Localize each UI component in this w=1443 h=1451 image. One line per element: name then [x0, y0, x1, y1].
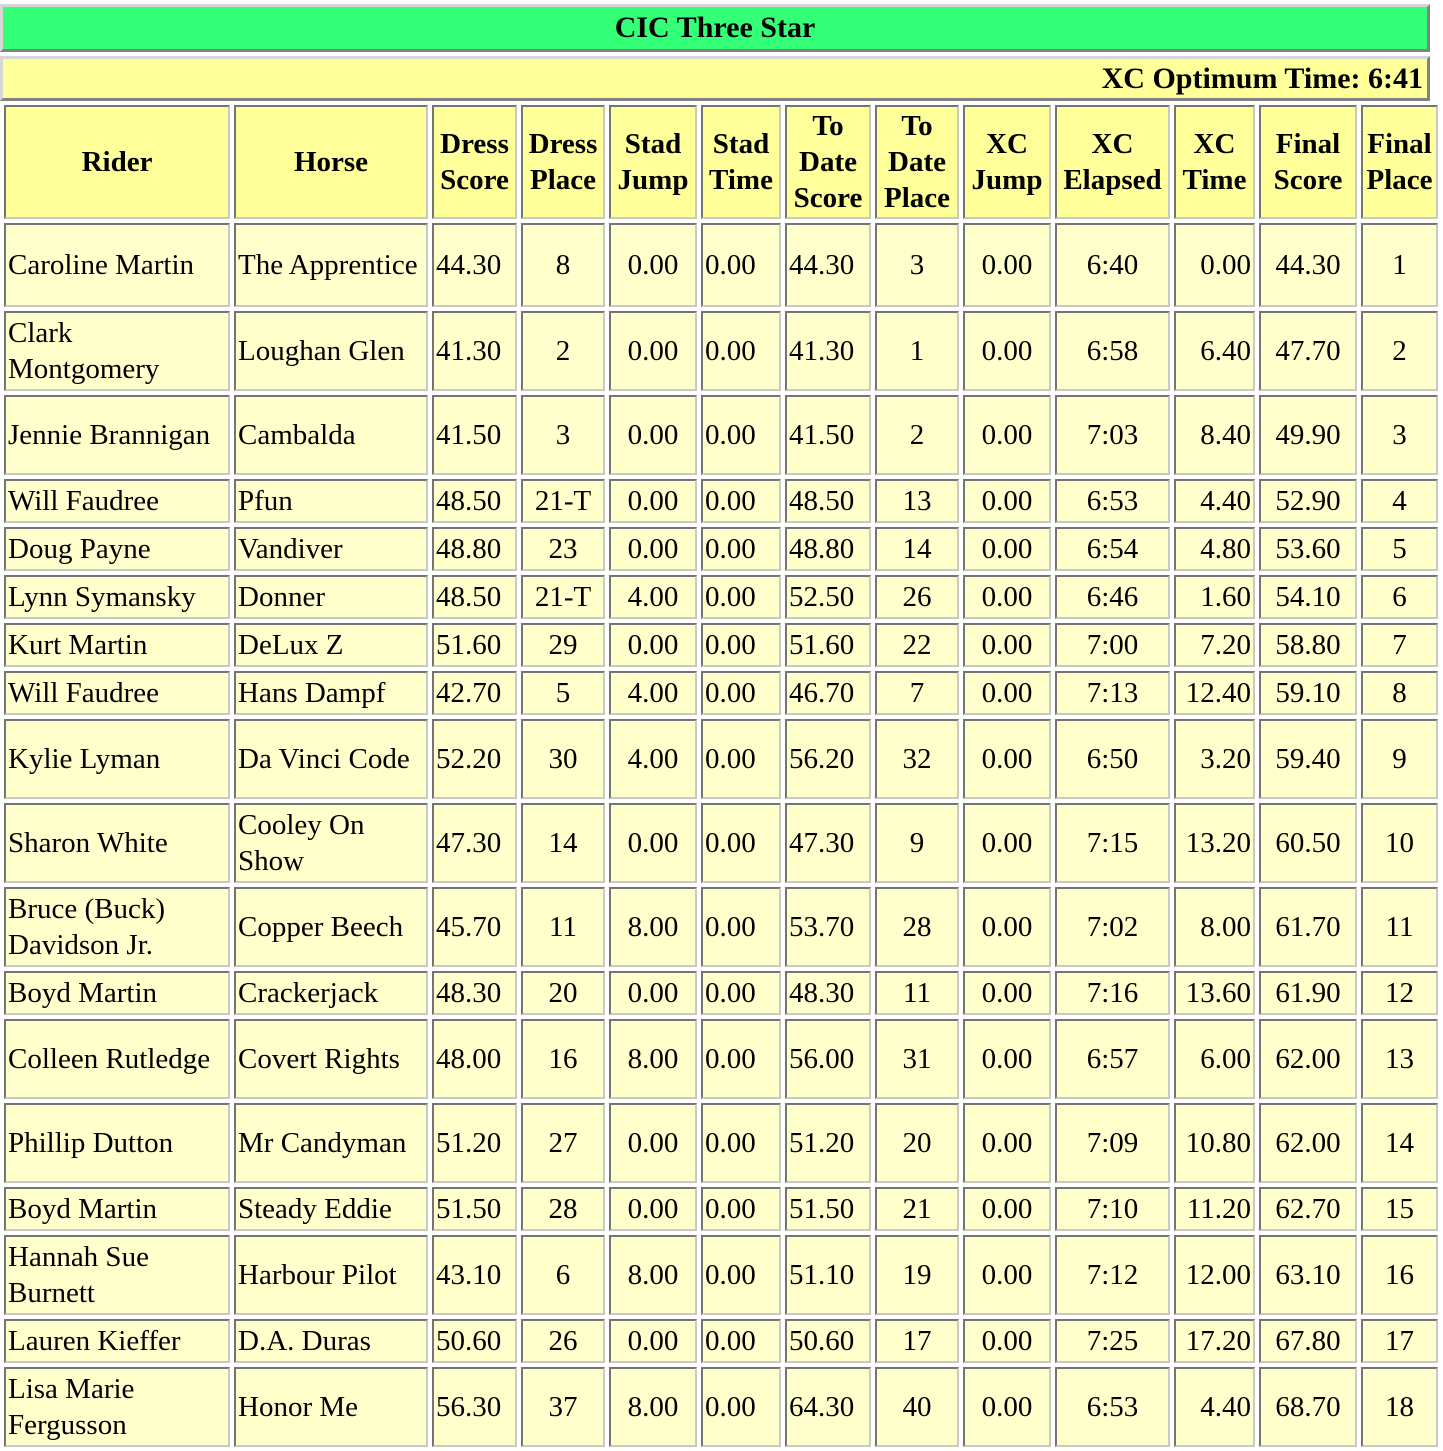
cell-rider: Kurt Martin	[4, 623, 230, 667]
cell-xc-elapsed: 7:12	[1055, 1235, 1170, 1315]
cell-to-date-place: 19	[875, 1235, 959, 1315]
column-header-text: Jump	[617, 164, 689, 196]
cell-xc-elapsed: 7:03	[1055, 395, 1170, 475]
cell-to-date-score: 47.30	[785, 803, 871, 883]
column-header-text: Place	[883, 182, 950, 214]
cell-xc-jump: 0.00	[963, 527, 1051, 571]
cell-final-score: 58.80	[1259, 623, 1357, 667]
cell-final-place: 14	[1361, 1103, 1438, 1183]
cell-xc-jump: 0.00	[963, 719, 1051, 799]
cell-xc-elapsed: 6:53	[1055, 1367, 1170, 1447]
cell-horse: Harbour Pilot	[234, 1235, 428, 1315]
cell-dress-place: 20	[521, 971, 605, 1015]
cell-final-score: 63.10	[1259, 1235, 1357, 1315]
table-row	[4, 623, 1438, 667]
cell-horse: Da Vinci Code	[234, 719, 428, 799]
cell-xc-jump: 0.00	[963, 971, 1051, 1015]
cell-xc-jump: 0.00	[963, 887, 1051, 967]
table-row	[4, 887, 1438, 967]
column-header-text: Stad	[712, 128, 770, 160]
cell-dress-place: 23	[521, 527, 605, 571]
optimum-time: XC Optimum Time: 6:41	[0, 56, 1430, 101]
cell-xc-jump: 0.00	[963, 311, 1051, 391]
cell-dress-place: 37	[521, 1367, 605, 1447]
cell-to-date-score: 50.60	[785, 1319, 871, 1363]
cell-xc-jump: 0.00	[963, 671, 1051, 715]
cell-stad-jump: 0.00	[609, 479, 697, 523]
cell-dress-place: 6	[521, 1235, 605, 1315]
cell-xc-jump: 0.00	[963, 223, 1051, 307]
column-header-text: To	[812, 110, 844, 142]
cell-final-place: 2	[1361, 311, 1438, 391]
cell-xc-time: 4.40	[1174, 1367, 1255, 1447]
cell-final-score: 61.70	[1259, 887, 1357, 967]
cell-to-date-place: 2	[875, 395, 959, 475]
column-header-horse	[234, 105, 428, 219]
cell-to-date-place: 13	[875, 479, 959, 523]
cell-final-place: 8	[1361, 671, 1438, 715]
cell-horse: Honor Me	[234, 1367, 428, 1447]
cell-dress-score: 42.70	[432, 671, 517, 715]
column-header-text: To	[901, 110, 933, 142]
cell-stad-jump: 4.00	[609, 671, 697, 715]
cell-xc-time: 8.40	[1174, 395, 1255, 475]
table-row	[4, 671, 1438, 715]
cell-stad-time: 0.00	[701, 971, 781, 1015]
cell-xc-time: 0.00	[1174, 223, 1255, 307]
cell-xc-time: 13.60	[1174, 971, 1255, 1015]
cell-final-score: 53.60	[1259, 527, 1357, 571]
cell-stad-jump: 0.00	[609, 223, 697, 307]
cell-final-score: 60.50	[1259, 803, 1357, 883]
cell-to-date-score: 48.80	[785, 527, 871, 571]
cell-dress-score: 47.30	[432, 803, 517, 883]
cell-xc-jump: 0.00	[963, 1187, 1051, 1231]
table-row	[4, 223, 1438, 307]
column-header-text: Stad	[624, 128, 682, 160]
cell-to-date-score: 48.50	[785, 479, 871, 523]
cell-to-date-score: 56.20	[785, 719, 871, 799]
column-header-text: Final	[1367, 128, 1432, 160]
table-row	[4, 719, 1438, 799]
cell-to-date-score: 51.60	[785, 623, 871, 667]
header-row	[4, 105, 1438, 219]
cell-xc-time: 6.40	[1174, 311, 1255, 391]
cell-xc-jump: 0.00	[963, 1319, 1051, 1363]
column-header-text: Jump	[971, 164, 1043, 196]
cell-to-date-score: 41.50	[785, 395, 871, 475]
cell-to-date-score: 51.50	[785, 1187, 871, 1231]
cell-xc-jump: 0.00	[963, 1367, 1051, 1447]
cell-stad-jump: 0.00	[609, 395, 697, 475]
cell-horse: Crackerjack	[234, 971, 428, 1015]
cell-xc-jump: 0.00	[963, 575, 1051, 619]
column-header-text: Final	[1275, 128, 1341, 160]
table-row	[4, 575, 1438, 619]
cell-dress-score: 48.50	[432, 575, 517, 619]
cell-dress-place: 30	[521, 719, 605, 799]
cell-final-place: 10	[1361, 803, 1438, 883]
cell-stad-time: 0.00	[701, 887, 781, 967]
cell-xc-jump: 0.00	[963, 803, 1051, 883]
cell-final-score: 62.00	[1259, 1019, 1357, 1099]
cell-rider: Will Faudree	[4, 671, 230, 715]
cell-dress-place: 11	[521, 887, 605, 967]
column-header-text: XC	[1193, 128, 1236, 160]
cell-to-date-place: 1	[875, 311, 959, 391]
cell-dress-score: 48.30	[432, 971, 517, 1015]
cell-horse: DeLux Z	[234, 623, 428, 667]
column-header-dress-score	[432, 105, 517, 219]
column-header-stad-jump	[609, 105, 697, 219]
cell-xc-time: 11.20	[1174, 1187, 1255, 1231]
cell-xc-jump: 0.00	[963, 479, 1051, 523]
cell-xc-jump: 0.00	[963, 1019, 1051, 1099]
cell-dress-place: 8	[521, 223, 605, 307]
cell-xc-time: 12.00	[1174, 1235, 1255, 1315]
table-row	[4, 527, 1438, 571]
cell-horse: D.A. Duras	[234, 1319, 428, 1363]
cell-horse: Vandiver	[234, 527, 428, 571]
table-row	[4, 311, 1438, 391]
table-row	[4, 1103, 1438, 1183]
cell-final-score: 62.00	[1259, 1103, 1357, 1183]
cell-final-place: 11	[1361, 887, 1438, 967]
table-row	[4, 971, 1438, 1015]
cell-xc-elapsed: 7:02	[1055, 887, 1170, 967]
cell-dress-score: 50.60	[432, 1319, 517, 1363]
cell-xc-elapsed: 6:54	[1055, 527, 1170, 571]
cell-dress-score: 48.80	[432, 527, 517, 571]
table-row	[4, 395, 1438, 475]
cell-xc-elapsed: 6:46	[1055, 575, 1170, 619]
cell-stad-jump: 8.00	[609, 1367, 697, 1447]
cell-horse: Loughan Glen	[234, 311, 428, 391]
cell-final-place: 13	[1361, 1019, 1438, 1099]
cell-final-place: 12	[1361, 971, 1438, 1015]
cell-horse: Pfun	[234, 479, 428, 523]
cell-stad-jump: 0.00	[609, 971, 697, 1015]
cell-final-score: 59.10	[1259, 671, 1357, 715]
cell-horse: Copper Beech	[234, 887, 428, 967]
cell-dress-place: 3	[521, 395, 605, 475]
column-header-text: Score	[793, 182, 863, 214]
cell-to-date-score: 44.30	[785, 223, 871, 307]
cell-rider: Hannah Sue Burnett	[4, 1235, 230, 1315]
cell-stad-jump: 8.00	[609, 887, 697, 967]
cell-dress-place: 27	[521, 1103, 605, 1183]
cell-stad-time: 0.00	[701, 311, 781, 391]
cell-stad-time: 0.00	[701, 1019, 781, 1099]
cell-stad-jump: 8.00	[609, 1019, 697, 1099]
cell-to-date-place: 17	[875, 1319, 959, 1363]
cell-xc-time: 17.20	[1174, 1319, 1255, 1363]
cell-xc-elapsed: 7:15	[1055, 803, 1170, 883]
column-header-text: Score	[440, 164, 509, 196]
cell-to-date-place: 40	[875, 1367, 959, 1447]
cell-xc-time: 4.40	[1174, 479, 1255, 523]
cell-rider: Sharon White	[4, 803, 230, 883]
cell-xc-elapsed: 6:40	[1055, 223, 1170, 307]
cell-dress-place: 2	[521, 311, 605, 391]
cell-horse: Cambalda	[234, 395, 428, 475]
column-header-xc-elapsed	[1055, 105, 1170, 219]
cell-dress-score: 51.20	[432, 1103, 517, 1183]
cell-xc-time: 13.20	[1174, 803, 1255, 883]
cell-final-score: 49.90	[1259, 395, 1357, 475]
cell-dress-score: 41.50	[432, 395, 517, 475]
cell-horse: Hans Dampf	[234, 671, 428, 715]
table-row	[4, 1187, 1438, 1231]
cell-to-date-place: 3	[875, 223, 959, 307]
cell-dress-place: 21-T	[521, 479, 605, 523]
cell-stad-time: 0.00	[701, 575, 781, 619]
cell-to-date-score: 53.70	[785, 887, 871, 967]
cell-stad-time: 0.00	[701, 671, 781, 715]
column-header-text: Time	[709, 164, 773, 196]
cell-rider: Jennie Brannigan	[4, 395, 230, 475]
cell-xc-time: 4.80	[1174, 527, 1255, 571]
column-header-text: Score	[1273, 164, 1343, 196]
cell-to-date-place: 9	[875, 803, 959, 883]
cell-to-date-score: 64.30	[785, 1367, 871, 1447]
cell-to-date-place: 14	[875, 527, 959, 571]
cell-horse: Donner	[234, 575, 428, 619]
cell-stad-time: 0.00	[701, 479, 781, 523]
cell-xc-time: 12.40	[1174, 671, 1255, 715]
cell-xc-time: 8.00	[1174, 887, 1255, 967]
cell-stad-jump: 0.00	[609, 1103, 697, 1183]
cell-rider: Clark Montgomery	[4, 311, 230, 391]
column-header-text: Horse	[293, 146, 369, 178]
column-header-text: Dress	[528, 128, 598, 160]
cell-to-date-place: 28	[875, 887, 959, 967]
cell-horse: Covert Rights	[234, 1019, 428, 1099]
cell-to-date-score: 51.10	[785, 1235, 871, 1315]
cell-dress-place: 21-T	[521, 575, 605, 619]
cell-to-date-score: 52.50	[785, 575, 871, 619]
table-body	[4, 223, 1438, 1447]
column-header-text: XC	[1091, 128, 1134, 160]
cell-xc-elapsed: 7:09	[1055, 1103, 1170, 1183]
column-header-text: XC	[986, 128, 1028, 160]
column-header-text: Date	[799, 146, 857, 178]
cell-stad-time: 0.00	[701, 803, 781, 883]
cell-final-place: 3	[1361, 395, 1438, 475]
cell-horse: Steady Eddie	[234, 1187, 428, 1231]
cell-dress-score: 41.30	[432, 311, 517, 391]
column-header-text: Place	[1366, 164, 1433, 196]
cell-final-score: 54.10	[1259, 575, 1357, 619]
table-row	[4, 479, 1438, 523]
cell-dress-place: 5	[521, 671, 605, 715]
column-header-text: Place	[529, 164, 596, 196]
column-header-final-place	[1361, 105, 1438, 219]
cell-dress-score: 52.20	[432, 719, 517, 799]
cell-rider: Bruce (Buck) Davidson Jr.	[4, 887, 230, 967]
cell-dress-score: 48.50	[432, 479, 517, 523]
cell-dress-place: 16	[521, 1019, 605, 1099]
cell-stad-jump: 0.00	[609, 1187, 697, 1231]
cell-to-date-score: 46.70	[785, 671, 871, 715]
event-title: CIC Three Star	[0, 4, 1430, 52]
cell-dress-score: 44.30	[432, 223, 517, 307]
cell-horse: Cooley On Show	[234, 803, 428, 883]
cell-final-score: 44.30	[1259, 223, 1357, 307]
cell-final-place: 5	[1361, 527, 1438, 571]
cell-final-score: 52.90	[1259, 479, 1357, 523]
cell-final-score: 62.70	[1259, 1187, 1357, 1231]
table-row	[4, 1019, 1438, 1099]
cell-rider: Colleen Rutledge	[4, 1019, 230, 1099]
column-header-xc-jump	[963, 105, 1051, 219]
cell-stad-time: 0.00	[701, 395, 781, 475]
cell-final-place: 9	[1361, 719, 1438, 799]
cell-to-date-place: 31	[875, 1019, 959, 1099]
cell-to-date-score: 51.20	[785, 1103, 871, 1183]
table-row	[4, 803, 1438, 883]
cell-to-date-place: 32	[875, 719, 959, 799]
cell-stad-time: 0.00	[701, 719, 781, 799]
cell-to-date-place: 20	[875, 1103, 959, 1183]
cell-stad-time: 0.00	[701, 527, 781, 571]
column-header-text: Dress	[440, 128, 509, 160]
cell-to-date-score: 56.00	[785, 1019, 871, 1099]
cell-stad-time: 0.00	[701, 223, 781, 307]
cell-rider: Lauren Kieffer	[4, 1319, 230, 1363]
cell-final-place: 7	[1361, 623, 1438, 667]
cell-stad-time: 0.00	[701, 1235, 781, 1315]
cell-rider: Caroline Martin	[4, 223, 230, 307]
cell-xc-elapsed: 7:16	[1055, 971, 1170, 1015]
cell-stad-time: 0.00	[701, 1103, 781, 1183]
cell-final-place: 18	[1361, 1367, 1438, 1447]
cell-xc-elapsed: 6:58	[1055, 311, 1170, 391]
cell-stad-jump: 4.00	[609, 719, 697, 799]
cell-final-place: 1	[1361, 223, 1438, 307]
cell-xc-time: 6.00	[1174, 1019, 1255, 1099]
cell-final-score: 61.90	[1259, 971, 1357, 1015]
cell-xc-jump: 0.00	[963, 623, 1051, 667]
cell-stad-jump: 8.00	[609, 1235, 697, 1315]
cell-to-date-score: 41.30	[785, 311, 871, 391]
cell-to-date-place: 22	[875, 623, 959, 667]
cell-dress-place: 14	[521, 803, 605, 883]
cell-rider: Doug Payne	[4, 527, 230, 571]
column-header-text: Rider	[81, 146, 153, 178]
cell-xc-elapsed: 6:53	[1055, 479, 1170, 523]
column-header-text: Time	[1182, 164, 1247, 196]
cell-rider: Will Faudree	[4, 479, 230, 523]
cell-final-score: 67.80	[1259, 1319, 1357, 1363]
cell-xc-elapsed: 7:10	[1055, 1187, 1170, 1231]
cell-xc-elapsed: 6:57	[1055, 1019, 1170, 1099]
cell-xc-elapsed: 7:13	[1055, 671, 1170, 715]
cell-to-date-place: 11	[875, 971, 959, 1015]
cell-final-place: 4	[1361, 479, 1438, 523]
cell-stad-jump: 4.00	[609, 575, 697, 619]
column-header-to-date-score	[785, 105, 871, 219]
column-header-text: Date	[888, 146, 946, 178]
cell-final-place: 6	[1361, 575, 1438, 619]
column-header-xc-time	[1174, 105, 1255, 219]
cell-stad-jump: 0.00	[609, 1319, 697, 1363]
cell-xc-time: 10.80	[1174, 1103, 1255, 1183]
table-row	[4, 1319, 1438, 1363]
results-table	[0, 101, 1442, 1451]
cell-to-date-place: 7	[875, 671, 959, 715]
cell-xc-elapsed: 6:50	[1055, 719, 1170, 799]
column-header-to-date-place	[875, 105, 959, 219]
cell-horse: The Apprentice	[234, 223, 428, 307]
cell-dress-score: 51.50	[432, 1187, 517, 1231]
cell-xc-elapsed: 7:00	[1055, 623, 1170, 667]
column-header-final-score	[1259, 105, 1357, 219]
cell-dress-score: 43.10	[432, 1235, 517, 1315]
cell-final-place: 15	[1361, 1187, 1438, 1231]
cell-dress-place: 29	[521, 623, 605, 667]
cell-dress-score: 48.00	[432, 1019, 517, 1099]
cell-final-score: 47.70	[1259, 311, 1357, 391]
cell-rider: Lisa Marie Fergusson	[4, 1367, 230, 1447]
cell-stad-time: 0.00	[701, 1187, 781, 1231]
cell-stad-jump: 0.00	[609, 623, 697, 667]
cell-stad-time: 0.00	[701, 1319, 781, 1363]
cell-dress-score: 51.60	[432, 623, 517, 667]
cell-to-date-place: 21	[875, 1187, 959, 1231]
cell-stad-time: 0.00	[701, 1367, 781, 1447]
cell-dress-score: 45.70	[432, 887, 517, 967]
cell-final-score: 59.40	[1259, 719, 1357, 799]
cell-rider: Kylie Lyman	[4, 719, 230, 799]
table-row	[4, 1367, 1438, 1447]
cell-rider: Phillip Dutton	[4, 1103, 230, 1183]
cell-xc-elapsed: 7:25	[1055, 1319, 1170, 1363]
column-header-stad-time	[701, 105, 781, 219]
cell-xc-time: 7.20	[1174, 623, 1255, 667]
cell-xc-jump: 0.00	[963, 1103, 1051, 1183]
cell-to-date-place: 26	[875, 575, 959, 619]
cell-horse: Mr Candyman	[234, 1103, 428, 1183]
cell-xc-time: 3.20	[1174, 719, 1255, 799]
cell-rider: Boyd Martin	[4, 1187, 230, 1231]
cell-stad-time: 0.00	[701, 623, 781, 667]
cell-final-score: 68.70	[1259, 1367, 1357, 1447]
cell-final-place: 17	[1361, 1319, 1438, 1363]
cell-rider: Lynn Symansky	[4, 575, 230, 619]
cell-stad-jump: 0.00	[609, 311, 697, 391]
cell-rider: Boyd Martin	[4, 971, 230, 1015]
column-header-text: Elapsed	[1063, 164, 1162, 196]
table-row	[4, 1235, 1438, 1315]
cell-stad-jump: 0.00	[609, 803, 697, 883]
cell-xc-time: 1.60	[1174, 575, 1255, 619]
cell-xc-jump: 0.00	[963, 1235, 1051, 1315]
cell-stad-jump: 0.00	[609, 527, 697, 571]
column-header-dress-place	[521, 105, 605, 219]
column-header-rider	[4, 105, 230, 219]
cell-dress-place: 28	[521, 1187, 605, 1231]
cell-dress-place: 26	[521, 1319, 605, 1363]
cell-dress-score: 56.30	[432, 1367, 517, 1447]
cell-to-date-score: 48.30	[785, 971, 871, 1015]
cell-final-place: 16	[1361, 1235, 1438, 1315]
cell-xc-jump: 0.00	[963, 395, 1051, 475]
